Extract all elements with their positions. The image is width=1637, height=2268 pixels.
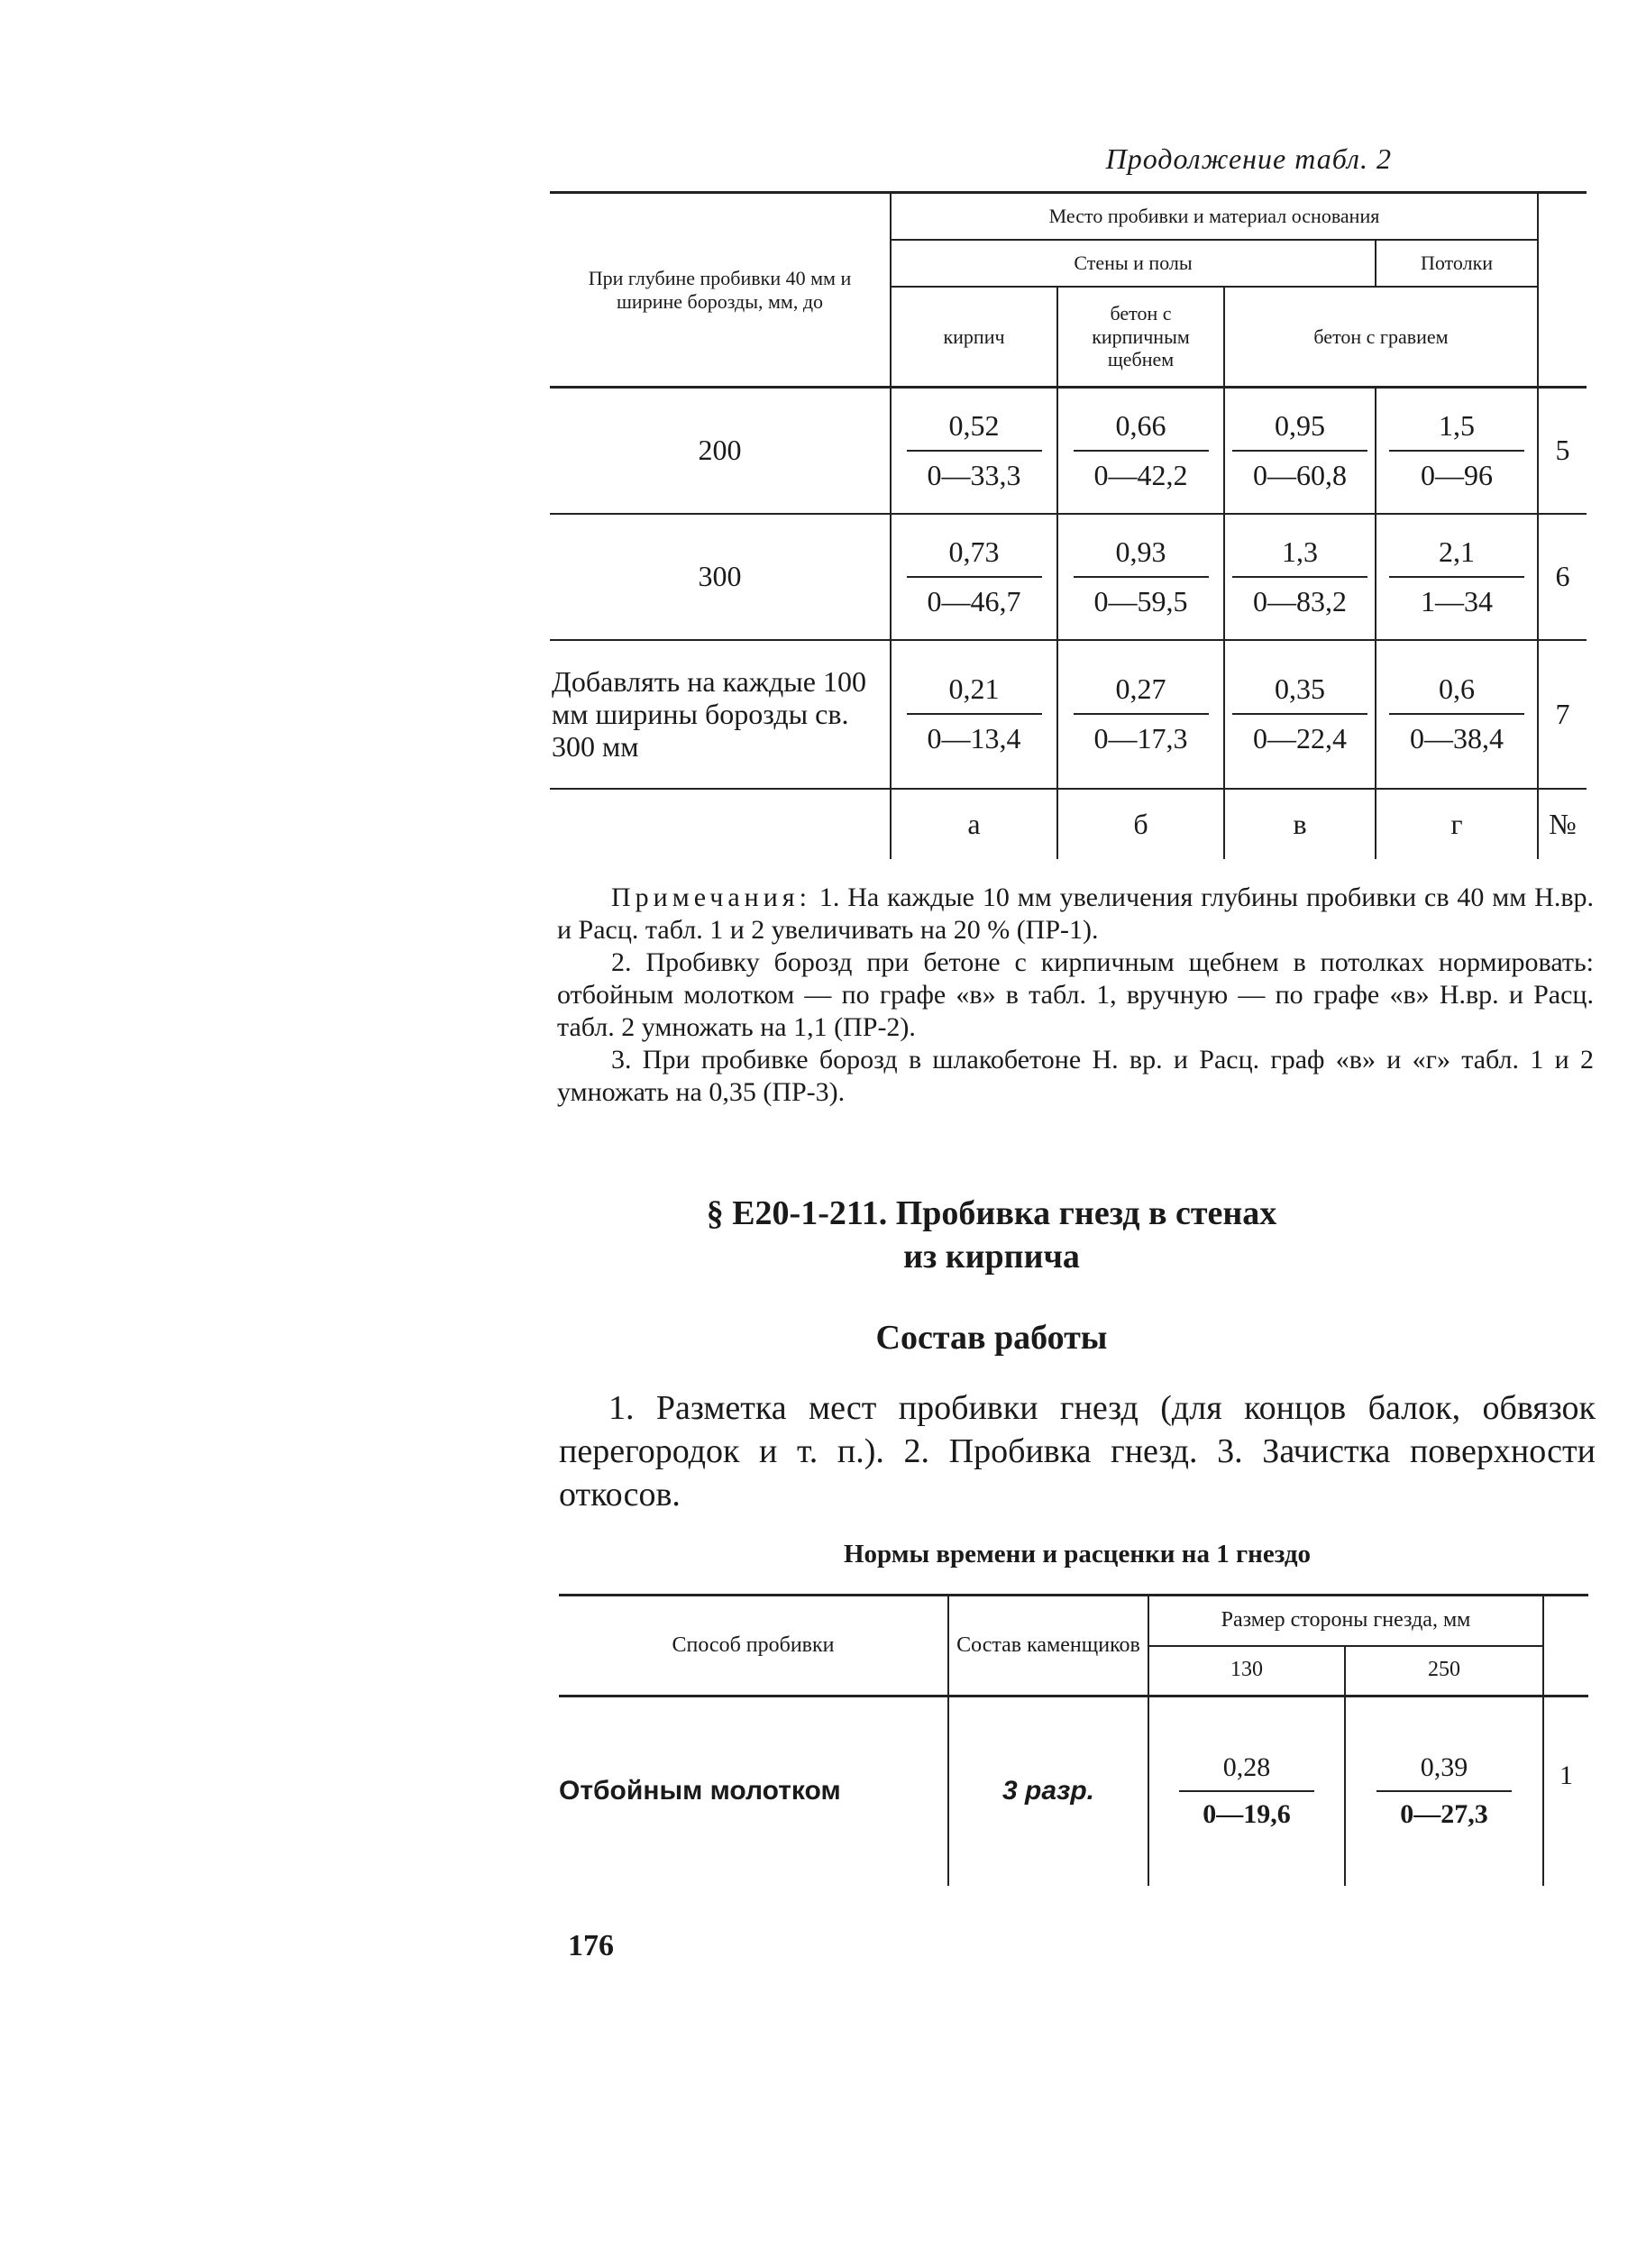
group-header: Место пробивки и материал основания bbox=[891, 193, 1538, 240]
ceilings-header: Потолки bbox=[1376, 240, 1538, 287]
value-cell: $\frac{0,39}{0—27,3}$ bbox=[1376, 1749, 1512, 1834]
value-cell: $\frac{0,95}{0—60,8}$ bbox=[1232, 406, 1367, 496]
table-caption: Нормы времени и расценки на 1 гнездо bbox=[843, 1540, 1312, 1568]
row-crew: 3 разр. bbox=[948, 1696, 1148, 1886]
row-number: 5 bbox=[1538, 388, 1587, 514]
footer-col-a: а bbox=[891, 789, 1057, 859]
notes bbox=[557, 882, 1594, 1109]
row-number: 6 bbox=[1538, 514, 1587, 640]
footer-col-v: в bbox=[1224, 789, 1376, 859]
table-row bbox=[559, 1696, 1588, 1886]
col-concrete-gravel: бетон с гравием bbox=[1224, 287, 1538, 388]
section-subtitle: Состав работы bbox=[875, 1319, 1108, 1357]
value-cell: $\frac{0,35}{0—22,4}$ bbox=[1232, 669, 1367, 759]
row-number: 1 bbox=[1543, 1696, 1588, 1886]
row-label: 300 bbox=[550, 514, 891, 640]
table-sockets bbox=[559, 1594, 1588, 1886]
col-size-250: 250 bbox=[1345, 1646, 1543, 1696]
footer-col-g: г bbox=[1450, 807, 1463, 840]
footer-col-b: б bbox=[1057, 789, 1224, 859]
value-cell: $\frac{1,5}{0—96}$ bbox=[1389, 406, 1524, 496]
value-cell: $\frac{0,28}{0—19,6}$ bbox=[1179, 1749, 1314, 1834]
table-grooves bbox=[550, 191, 1587, 859]
value-cell: $\frac{0,6}{0—38,4}$ bbox=[1389, 669, 1524, 759]
note-3: 3. При пробивке борозд в шлакобетоне Н. вр. и Расц. граф «в» и «г» табл. 1 и 2 умножать на 0,35 (ПР-3). bbox=[557, 1045, 1594, 1107]
work-description: 1. Разметка мест пробивки гнезд (для концов балок, обвязок перегородок и т. п.). 2. Пробивка гнезд. 3. Зачистка поверхности откосов. bbox=[559, 1389, 1596, 1514]
value-cell: $\frac{0,66}{0—42,2}$ bbox=[1074, 406, 1209, 496]
col-size-130: 130 bbox=[1148, 1646, 1345, 1696]
table-row bbox=[550, 514, 1587, 640]
value-cell: $\frac{1,3}{0—83,2}$ bbox=[1232, 532, 1367, 622]
col-brick: кирпич bbox=[891, 287, 1057, 388]
row-method: Отбойным молотком bbox=[559, 1696, 948, 1886]
value-cell: $\frac{0,52}{0—33,3}$ bbox=[907, 406, 1042, 496]
value-cell: $\frac{2,1}{1—34}$ bbox=[1389, 532, 1524, 622]
stub-header: При глубине пробивки 40 мм и ширине борозды, мм, до bbox=[550, 193, 891, 388]
page-number: 176 bbox=[568, 1929, 614, 1962]
note-2: 2. Пробивку борозд при бетоне с кирпичным щебнем в потолках нормировать: отбойным молотком — по графе «в» в табл. 1, вручную — по графе «в» Н.вр. и Расц. табл. 2 умножать на 1,1 (ПР-2). bbox=[557, 947, 1594, 1042]
walls-floors-header: Стены и полы bbox=[891, 240, 1376, 287]
value-cell: $\frac{0,27}{0—17,3}$ bbox=[1074, 669, 1209, 759]
col-size: Размер стороны гнезда, мм bbox=[1148, 1596, 1543, 1646]
value-cell: $\frac{0,73}{0—46,7}$ bbox=[907, 532, 1042, 622]
row-number: 7 bbox=[1538, 640, 1587, 789]
value-cell: $\frac{0,93}{0—59,5}$ bbox=[1074, 532, 1209, 622]
table-row bbox=[550, 640, 1587, 789]
col-method: Способ пробивки bbox=[559, 1596, 948, 1696]
notes-label: Примечания: bbox=[611, 883, 811, 912]
footer-no: № bbox=[1538, 789, 1587, 859]
row-label: Добавлять на каждые 100 мм ширины борозды св. 300 мм bbox=[550, 640, 891, 789]
continuation-label: Продолжение табл. 2 bbox=[1105, 142, 1392, 175]
note-1: 1. На каждые 10 мм увеличения глубины пробивки св 40 мм Н.вр. и Расц. табл. 1 и 2 увеличивать на 20 % (ПР-1). bbox=[557, 883, 1595, 945]
table-row bbox=[550, 388, 1587, 514]
row-label: 200 bbox=[550, 388, 891, 514]
value-cell: $\frac{0,21}{0—13,4}$ bbox=[907, 669, 1042, 759]
col-concrete-brick: бетон с кирпичным щебнем bbox=[1057, 287, 1224, 388]
num-header bbox=[1538, 193, 1587, 388]
col-crew: Состав каменщиков bbox=[948, 1596, 1148, 1696]
footer-row bbox=[550, 789, 1587, 859]
section-title: § Е20-1-211. Пробивка гнезд в стенах из кирпича bbox=[706, 1194, 1277, 1276]
